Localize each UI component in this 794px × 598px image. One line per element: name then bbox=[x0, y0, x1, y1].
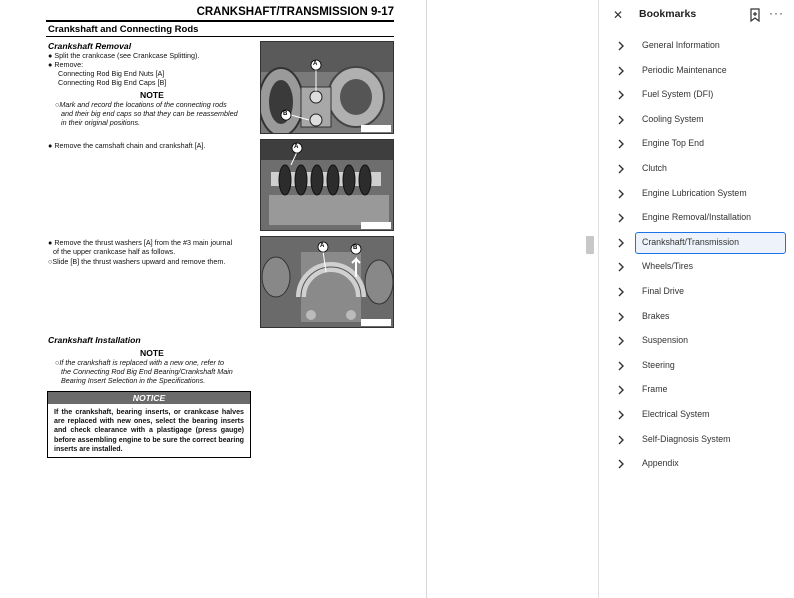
bookmark-item-appendix[interactable] bbox=[613, 454, 789, 474]
installation-note-line-2: the Connecting Rod Big End Bearing/Crankshaft Main bbox=[61, 367, 233, 376]
bookmark-item-wheels-tires[interactable] bbox=[613, 257, 789, 277]
bookmark-item-self-diagnosis-system[interactable] bbox=[613, 430, 789, 450]
photo-3-label-b: B bbox=[353, 245, 358, 251]
bookmark-item-final-drive[interactable] bbox=[613, 282, 789, 302]
bookmark-label: General Information bbox=[642, 40, 720, 50]
bookmark-label: Self-Diagnosis System bbox=[642, 433, 731, 444]
bookmark-label: Appendix bbox=[642, 458, 679, 469]
document-background bbox=[426, 0, 596, 598]
bookmark-label: Periodic Maintenance bbox=[642, 64, 727, 75]
chevron-right-icon[interactable] bbox=[617, 137, 625, 149]
bookmarks-title: Bookmarks bbox=[639, 8, 697, 20]
bookmark-label: Brakes bbox=[642, 310, 670, 321]
chevron-right-icon[interactable] bbox=[617, 433, 625, 445]
removal-step-3-line-2: of the upper crankcase half as follows. bbox=[53, 247, 176, 256]
chevron-right-icon[interactable] bbox=[617, 39, 625, 51]
bookmark-item-frame[interactable] bbox=[613, 380, 789, 400]
installation-title: Crankshaft Installation bbox=[48, 335, 141, 345]
bookmark-label: Final Drive bbox=[642, 286, 685, 296]
bookmark-label: Engine Removal/Installation bbox=[642, 212, 752, 223]
removal-line-1: ● Split the crankcase (see Crankcase Splitting). bbox=[48, 51, 200, 60]
section-title: Crankshaft and Connecting Rods bbox=[48, 24, 199, 35]
section-rule bbox=[46, 36, 394, 37]
installation-note-line-3: Bearing Insert Selection in the Specifications. bbox=[61, 376, 206, 385]
removal-title: Crankshaft Removal bbox=[48, 41, 132, 51]
removal-line-3: Connecting Rod Big End Nuts [A] bbox=[58, 69, 165, 78]
chevron-right-icon[interactable] bbox=[617, 113, 625, 125]
bookmark-label: Wheels/Tires bbox=[642, 261, 693, 272]
bookmark-label: Cooling System bbox=[642, 113, 704, 124]
header-rule bbox=[46, 20, 394, 22]
removal-line-4: Connecting Rod Big End Caps [B] bbox=[58, 78, 167, 87]
chevron-right-icon[interactable] bbox=[617, 162, 625, 174]
photo-3-label-a: A bbox=[320, 243, 325, 249]
more-options-icon[interactable]: ··· bbox=[769, 6, 784, 20]
bookmark-item-engine-removal-installation[interactable] bbox=[613, 208, 789, 228]
bookmark-label: Engine Top End bbox=[642, 138, 704, 149]
bookmark-item-crankshaft-transmission[interactable] bbox=[613, 233, 789, 253]
close-icon[interactable]: ✕ bbox=[613, 8, 624, 22]
removal-step-3-line-3: ○Slide [B] the thrust washers upward and remove them. bbox=[48, 257, 226, 266]
photo-connecting-rod-caps bbox=[260, 41, 394, 134]
photo-crankshaft bbox=[260, 139, 394, 231]
bookmark-item-cooling-system[interactable] bbox=[613, 110, 789, 130]
bookmarks-header bbox=[599, 0, 794, 30]
chevron-right-icon[interactable] bbox=[617, 408, 625, 420]
bookmark-item-engine-top-end[interactable] bbox=[613, 134, 789, 154]
removal-note-line-2: and their big end caps so that they can be reassembled bbox=[61, 109, 238, 118]
bookmark-item-engine-lubrication-system[interactable] bbox=[613, 184, 789, 204]
page-header-title: CRANKSHAFT/TRANSMISSION 9-17 bbox=[196, 6, 394, 18]
chevron-right-icon[interactable] bbox=[617, 359, 625, 371]
chevron-right-icon[interactable] bbox=[617, 285, 625, 297]
photo-1-label-b: B bbox=[283, 111, 288, 117]
chevron-right-icon[interactable] bbox=[617, 211, 625, 223]
bookmarks-panel bbox=[598, 0, 794, 598]
photo-2-label-a: A bbox=[294, 144, 299, 150]
chevron-right-icon[interactable] bbox=[617, 457, 625, 469]
bookmark-item-brakes[interactable] bbox=[613, 307, 789, 327]
bookmark-label: Frame bbox=[642, 384, 668, 395]
photo-thrust-washers bbox=[260, 236, 394, 328]
chevron-right-icon[interactable] bbox=[617, 383, 625, 395]
document-scrollbar-thumb[interactable] bbox=[586, 236, 594, 254]
bookmark-label: Clutch bbox=[642, 163, 667, 173]
add-bookmark-icon[interactable] bbox=[749, 8, 761, 22]
notice-title: NOTICE bbox=[48, 392, 250, 404]
bookmark-label: Electrical System bbox=[642, 409, 710, 419]
chevron-right-icon[interactable] bbox=[617, 236, 625, 248]
removal-note-title: NOTE bbox=[140, 90, 164, 100]
chevron-right-icon[interactable] bbox=[617, 64, 625, 76]
bookmark-item-suspension[interactable] bbox=[613, 331, 789, 351]
removal-line-2: ● Remove: bbox=[48, 60, 84, 69]
bookmark-item-general-information[interactable] bbox=[613, 36, 789, 56]
notice-body: If the crankshaft, bearing inserts, or crankcase halves are replaced with new ones, select the bearing inserts and check clearance with a plastigage (press gauge) before assembling engine to be sure the correct bearing inserts are installed. bbox=[54, 408, 244, 453]
bookmark-item-electrical-system[interactable] bbox=[613, 405, 789, 425]
bookmark-label: Fuel System (DFI) bbox=[642, 89, 714, 100]
chevron-right-icon[interactable] bbox=[617, 310, 625, 322]
removal-note-line-3: in their original positions. bbox=[61, 118, 141, 127]
removal-step-2: ● Remove the camshaft chain and crankshaft [A]. bbox=[48, 141, 206, 150]
bookmark-label: Crankshaft/Transmission bbox=[642, 236, 739, 247]
bookmark-label: Steering bbox=[642, 359, 675, 370]
bookmark-item-fuel-system-dfi[interactable] bbox=[613, 85, 789, 105]
chevron-right-icon[interactable] bbox=[617, 88, 625, 100]
bookmark-label: Engine Lubrication System bbox=[642, 187, 747, 198]
installation-note-title: NOTE bbox=[140, 348, 164, 358]
bookmark-item-clutch[interactable] bbox=[613, 159, 789, 179]
photo-1-label-a: A bbox=[313, 61, 318, 67]
bookmark-item-periodic-maintenance[interactable] bbox=[613, 61, 789, 81]
notice-box bbox=[47, 391, 251, 458]
installation-note-line-1: ○If the crankshaft is replaced with a new one, refer to bbox=[55, 358, 224, 367]
removal-step-3-line-1: ● Remove the thrust washers [A] from the #3 main journal bbox=[48, 238, 233, 247]
bookmark-item-steering[interactable] bbox=[613, 356, 789, 376]
chevron-right-icon[interactable] bbox=[617, 260, 625, 272]
removal-note-line-1: ○Mark and record the locations of the connecting rods bbox=[55, 100, 227, 109]
bookmark-label: Suspension bbox=[642, 335, 688, 346]
chevron-right-icon[interactable] bbox=[617, 334, 625, 346]
chevron-right-icon[interactable] bbox=[617, 187, 625, 199]
